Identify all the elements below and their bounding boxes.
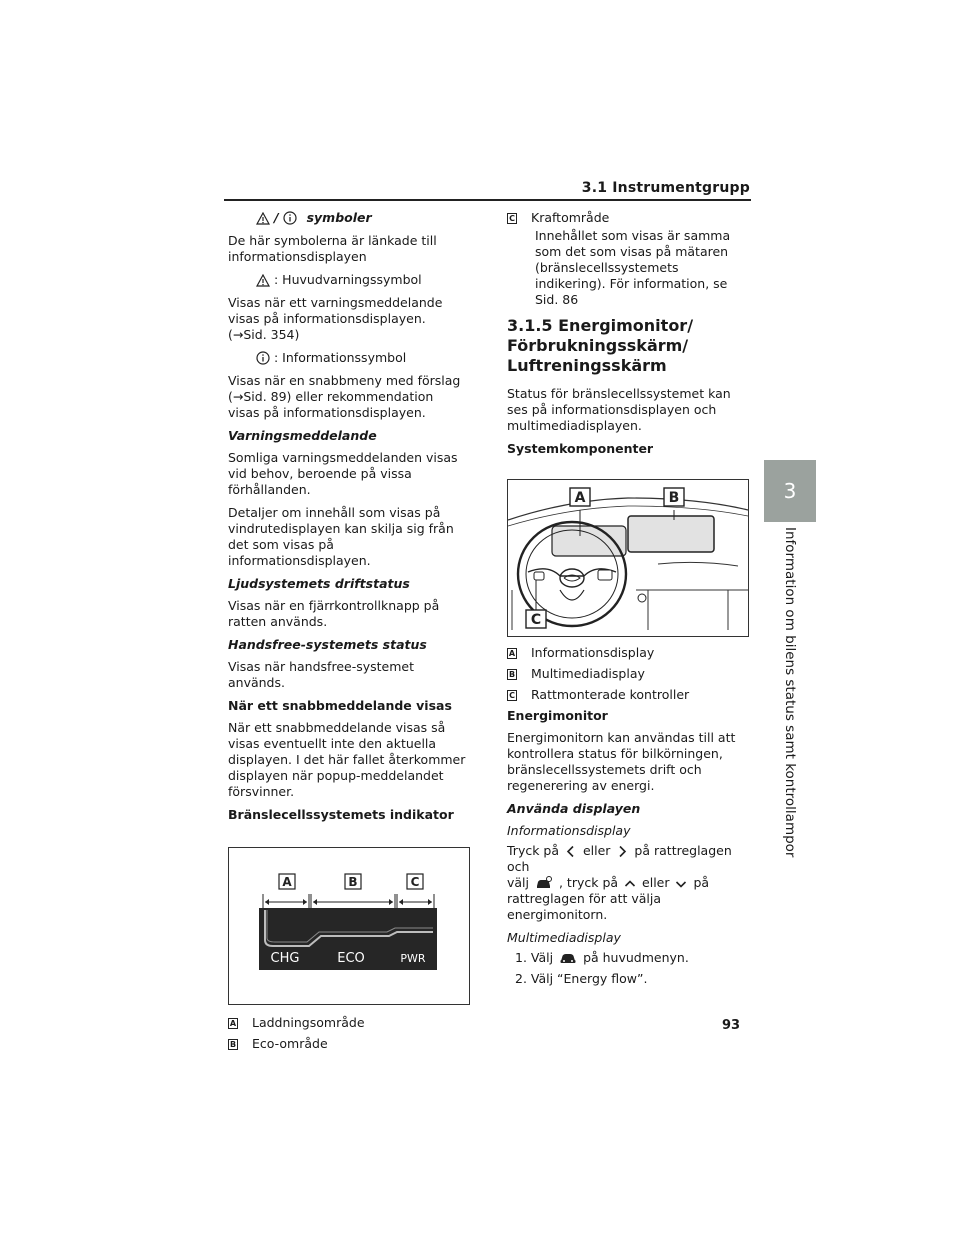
paragraph: Visas när ett varningsmeddelande visas på informationsdisplayen. (→Sid. 354) [228, 295, 443, 342]
subheading: Energimonitor [507, 708, 608, 723]
chapter-title: Information om bilens status samt kontrollampor [782, 527, 798, 858]
instruction-text: eller [582, 843, 611, 858]
instruction-text: på [693, 875, 710, 890]
subheading: Informationsdisplay [507, 823, 631, 838]
subheading: Använda displayen [507, 801, 641, 816]
symbols-heading [228, 210, 468, 226]
step-1 [507, 950, 753, 966]
warning-symbol-label: : Huvudvarningssymbol [274, 272, 422, 287]
legend-key: B [508, 669, 516, 679]
figure-label-c: C [530, 612, 542, 628]
page-number: 93 [722, 1018, 741, 1033]
section-title: 3.1.5 Energimonitor/ Förbrukningsskärm/ Luftreningsskärm [507, 316, 694, 375]
car-icon [559, 951, 577, 965]
legend-text: Multimediadisplay [531, 666, 645, 681]
figure-label-a: A [574, 490, 586, 506]
legend-text: Eco-område [252, 1036, 328, 1051]
paragraph: Visas när en fjärrkontrollknapp på ratten används. [228, 598, 440, 629]
warning-symbol-row [228, 272, 468, 288]
subheading: Multimediadisplay [507, 930, 621, 945]
legend-item-c [507, 687, 753, 703]
zone-pwr: PWR [400, 952, 426, 965]
zone-eco: ECO [337, 951, 365, 966]
legend-text: Informationsdisplay [531, 645, 655, 660]
header-title: 3.1 Instrumentgrupp [581, 180, 750, 196]
legend-key: C [507, 213, 517, 224]
symbols-separator: / [274, 210, 279, 225]
chevron-up-icon [624, 878, 636, 890]
instruction-text: eller [642, 875, 670, 890]
info-symbol-label: : Informationssymbol [274, 350, 407, 365]
instruction-paragraph [507, 843, 753, 923]
info-symbol-row [228, 350, 468, 366]
car-settings-icon [535, 876, 553, 890]
legend-item-b [507, 666, 753, 682]
info-circle-icon [256, 351, 270, 365]
symbols-heading-text: symboler [306, 210, 372, 225]
figure-label-b: B [348, 875, 358, 889]
legend-text: Rattmonterade kontroller [531, 687, 690, 702]
legend-key: A [508, 648, 516, 658]
chevron-down-icon [675, 878, 687, 890]
instruction-text: på rattreglagen och [507, 843, 732, 874]
step-2: 2. Välj “Energy flow”. [515, 971, 648, 986]
instruction-text: , tryck på [558, 875, 619, 890]
subheading: När ett snabbmeddelande visas [228, 698, 452, 713]
subheading: Handsfree-systemets status [228, 637, 427, 652]
warning-triangle-icon [256, 274, 270, 287]
step-text: 1. Välj [515, 950, 554, 965]
chevron-right-icon [616, 845, 628, 858]
multimedia-display [628, 516, 714, 552]
instruction-text: Tryck på [507, 843, 560, 858]
legend-item-a [507, 645, 753, 661]
instruction-text: välj [507, 875, 530, 890]
legend-key: A [229, 1018, 237, 1028]
power-area-description: Innehållet som visas är samma som det som visas på mätaren (bränslecellssystemets indikering). För information, se Sid. 86 [535, 228, 731, 307]
chapter-tab[interactable]: 3 [764, 460, 816, 522]
info-circle-icon [283, 211, 297, 225]
chevron-left-icon [565, 845, 577, 858]
paragraph: Somliga varningsmeddelanden visas vid behov, beroende på vissa förhållanden. [228, 450, 458, 497]
legend-item-c-power [507, 210, 753, 226]
step-text: på huvudmenyn. [583, 950, 689, 965]
legend-item-b [228, 1036, 468, 1052]
legend-key: C [507, 690, 517, 701]
left-column [228, 210, 468, 1057]
legend-text: Laddningsområde [252, 1015, 365, 1030]
figure-label-b: B [668, 490, 680, 506]
legend-text: Kraftområde [531, 210, 610, 225]
right-column [507, 210, 753, 992]
paragraph: Energimonitorn kan användas till att kontrollera status för bilkörningen, bränslecellssystemets drift och regenerering av energi. [507, 730, 736, 793]
subheading: Systemkomponenter [507, 441, 654, 456]
subheading: Bränslecellssystemets indikator [228, 807, 454, 822]
paragraph: När ett snabbmeddelande visas så visas eventuellt inte den aktuella displayen. I det här fallet återkommer displayen när popup-meddelandet försvinner. [228, 720, 466, 799]
subheading: Varningsmeddelande [228, 428, 377, 443]
legend-key: B [229, 1039, 237, 1049]
paragraph: Visas när handsfree-systemet används. [228, 659, 414, 690]
paragraph: Visas när en snabbmeny med förslag (→Sid. 89) eller rekommendation visas på informationsdisplayen. [228, 373, 461, 420]
figure-label-a: A [282, 875, 292, 889]
figure-label-c: C [410, 875, 420, 889]
header-rule [224, 199, 751, 201]
subheading: Ljudsystemets driftstatus [228, 576, 410, 591]
instruction-text: rattreglagen för att välja energimonitorn. [507, 891, 662, 922]
paragraph: Detaljer om innehåll som visas på vindrutedisplayen kan skilja sig från det som visas på informationsdisplayen. [228, 505, 454, 568]
paragraph: Status för bränslecellssystemet kan ses på informationsdisplayen och multimediadisplayen. [507, 386, 731, 433]
fuel-cell-indicator-figure [228, 847, 470, 1005]
zone-chg: CHG [270, 951, 300, 966]
paragraph: De här symbolerna är länkade till informationsdisplayen [228, 233, 437, 264]
legend-item-a [228, 1015, 468, 1031]
system-components-figure [507, 479, 749, 637]
warning-triangle-icon [256, 212, 270, 225]
